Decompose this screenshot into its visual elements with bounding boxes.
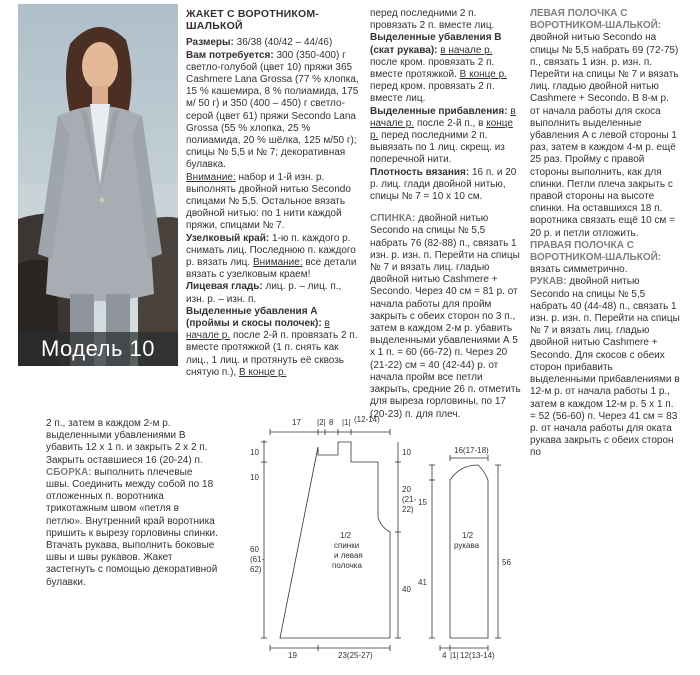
col2-intro: перед последними 2 п. провязать 2 п. вместе лиц. [370, 8, 495, 32]
increase-start: в начале р. [370, 105, 516, 129]
decrease-a-end: В конце р. [239, 366, 287, 378]
dim-left-60: 60 [250, 545, 259, 554]
left-front-label: ЛЕВАЯ ПОЛОЧКА С ВОРОТНИКОМ-ШАЛЬКОЙ: [530, 8, 662, 32]
dim-top-1: |1| [342, 418, 351, 427]
model-photo [18, 4, 178, 366]
text-column-2 [370, 8, 522, 421]
decrease-a-start: в начале р. [186, 318, 330, 342]
sleeve-dim-56: 56 [502, 558, 511, 567]
model-label: Модель 10 [18, 332, 178, 366]
right-front-value: вязать симметрично. [530, 264, 628, 276]
sleeve-dim-12: 12(13-14) [460, 651, 495, 660]
dim-bottom-23: 23(25-27) [338, 651, 373, 660]
decrease-a-value: после 2-й п. провязать 2 п. вместе протяжкой (1 п. снять как лиц., 1 лиц. и протянуть её сквозь снятую п.), [186, 330, 358, 378]
dim-top-17: 17 [292, 418, 301, 427]
body-label-3: и левая [334, 551, 363, 560]
back-value: двойной нитью Secondo на спицы № 5,5 набрать 76 (82-88) п., связать 1 изн. р. изн. п. Перейти на спицы № 7 и вязать лиц. гладью двойной нитью Cashmere + Secondo. Через 40 см = 81 р. от начала работы для пройм закрыть с обеих сторон по 3 п., затем в каждом 2-м р. убавить выделенными убавлениями А 5 х 1 п. = 60 (66-72) п. Через 20 (21-22) см = 40 (42-44) р. от начала пройм все петли закрыть, средние 26 п. отметить для выреза горловины, по 17 (20-23) п. для плеч. [370, 213, 521, 420]
right-front-label: ПРАВАЯ ПОЛОЧКА С ВОРОТНИКОМ-ШАЛЬКОЙ: [530, 239, 662, 264]
decrease-a-label: Выделенные убавления А (проймы и скосы полочек): [186, 305, 322, 330]
dim-bottom-19: 19 [288, 651, 297, 660]
edge-attention-label: Внимание: [252, 257, 303, 269]
text-column-1 [186, 8, 360, 379]
body-label-1: 1/2 [340, 531, 352, 540]
dim-left-62: 62) [250, 565, 262, 574]
text-column-3 [530, 8, 680, 460]
assembly-label: СБОРКА: [46, 466, 92, 478]
pattern-diagram [240, 410, 700, 670]
attention-value: набор и 1-й изн. р. выполнять двойной нитью Secondo спицами № 5,5. Остальное вязать двойной нитью: по 1 нити каждой пряжи, спицами № 7. [186, 171, 351, 232]
sleeve-dim-1: |1| [450, 651, 459, 660]
increase-value-a: после 2-й п., в [416, 117, 484, 129]
decrease-b-label: Выделенные убавления В (скат рукава): [370, 32, 502, 56]
stockinette-value: лиц. р. – лиц. п., изн. р. – изн. п. [186, 281, 342, 305]
decrease-b-end: В конце р. [459, 69, 507, 81]
body-label-4: полочка [332, 561, 362, 570]
back-label: СПИНКА: [370, 213, 416, 225]
dim-right-21: (21- [402, 495, 417, 504]
increase-value-b: перед последними 2 п. вывязать по 1 лиц. скрещ. из поперечной нити. [370, 130, 505, 166]
stockinette-label: Лицевая гладь: [186, 281, 263, 293]
dim-left-10a: 10 [250, 448, 259, 457]
dim-top-12-14: (12-14) [354, 415, 380, 424]
dim-left-61: (61- [250, 555, 265, 564]
materials-value: 300 (350-400) г светло-голубой (цвет 10) пряжи 365 Cashmere Lana Grossa (77 % хлопка, 15 % кашемира, 8 % полиамида, 175 м/ 50 г) и 350 (400 – 450) г светло-серой (цвет 61) пряжи Secondo Lana Grossa (55 % хлопка, 25 % полиамида, 20 % шёлка, 125 м/50 г); спицы № 5,5 и № 7; декоративная булавка. [186, 49, 359, 171]
decrease-b-value-b: перед кром. провязать 2 п. вместе лиц. [370, 81, 495, 105]
sizes-value: 36/38 (40/42 – 44/46) [236, 37, 333, 49]
assembly-value: выполнить плечевые швы. Соединить между собой по 18 отложенных п. воротника трикотажным швом «петля в петлю». Внутренний край воротника пришить к вырезу горловины спинки. Втачать рукава, выполнить боковые швы и швы рукавов. Жакет застегнуть с помощью декоративной булавки. [46, 466, 218, 588]
decrease-b-value-a: после кром. провязать 2 п. вместе протяжкой. [370, 56, 495, 81]
density-value: 16 п. и 20 р. лиц. глади двойной нитью, спицы № 7 = 10 х 10 см. [370, 166, 517, 203]
col4-intro: 2 п., затем в каждом 2-м р. выделенными убавлениями В убавить 12 х 1 п. и закрыть 2 х 2 п. Закрыть оставшиеся 16 (20-24) п. [46, 418, 208, 466]
dim-right-20: 20 [402, 485, 411, 494]
dim-right-10: 10 [402, 448, 411, 457]
dim-right-40: 40 [402, 585, 411, 594]
left-front-value: двойной нитью Secondo на спицы № 5,5 набрать 69 (72-75) п., связать 1 изн. р. изн. п. Перейти на спицы № 7 и вязать лиц. гладью двойной нитью Cashmere + Secondo. В 8-м р. от начала работы для скоса выполнить выделенные убавления А с левой стороны 1 раз, затем в каждом 4-м р. ещё 25 раз. Пройму с правой стороны выполнить, как для спинки. Петли плеча закрыть с правой стороны на высоте спинки. На оставшихся 18 п. воротника связать ещё 10 см = 20 р. и петли отложить. [530, 32, 679, 239]
dim-right-22: 22) [402, 505, 414, 514]
sleeve-dim-top: 16(17-18) [454, 446, 489, 455]
body-label-2: спинки [334, 541, 360, 550]
sleeve-label-1: 1/2 [462, 531, 474, 540]
edge-label: Узелковый край: [186, 232, 270, 244]
sleeve-value: двойной нитью Secondo на спицы № 5,5 набрать 40 (44-48) п., связать 1 изн. р. изн. п. Перейти на спицы № 7 и вязать лиц. гладью двойной нитью Cashmere + Secondo. Для скосов с обеих сторон прибавить выделенными прибавлениями в 12-м р. от начала работы 1 р., затем в каждом 12-м р. 5 х 1 п. = 52 (56-60) п. Через 41 см = 83 р. от начала работы для оката рукава закрыть с обеих сторон по [530, 276, 680, 459]
page-title: ЖАКЕТ С ВОРОТНИКОМ-ШАЛЬКОЙ [186, 8, 319, 33]
increase-label: Выделенные прибавления: [370, 105, 508, 117]
attention-label: Внимание: [186, 171, 236, 183]
sleeve-dim-15: 15 [418, 498, 427, 507]
edge-value-b: все детали вязать с узелковым краем! [186, 257, 357, 281]
dim-top-8: 8 [329, 418, 334, 427]
sleeve-dim-4: 4 [442, 651, 447, 660]
dim-left-10b: 10 [250, 473, 259, 482]
sizes-label: Размеры: [186, 37, 234, 49]
increase-end: конце р. [370, 117, 513, 142]
dim-top-2: |2| [317, 418, 326, 427]
edge-value: 1-ю п. каждого р. снимать лиц. Последнюю п. каждого р. вязать лиц. [186, 232, 356, 269]
sleeve-label: РУКАВ: [530, 276, 567, 288]
density-label: Плотность вязания: [370, 166, 470, 178]
materials-label: Вам потребуется: [186, 49, 274, 61]
sleeve-dim-41: 41 [418, 578, 427, 587]
sleeve-label-2: рукава [454, 541, 480, 550]
decrease-b-start: в начале р. [440, 44, 493, 56]
text-column-4 [46, 418, 218, 589]
